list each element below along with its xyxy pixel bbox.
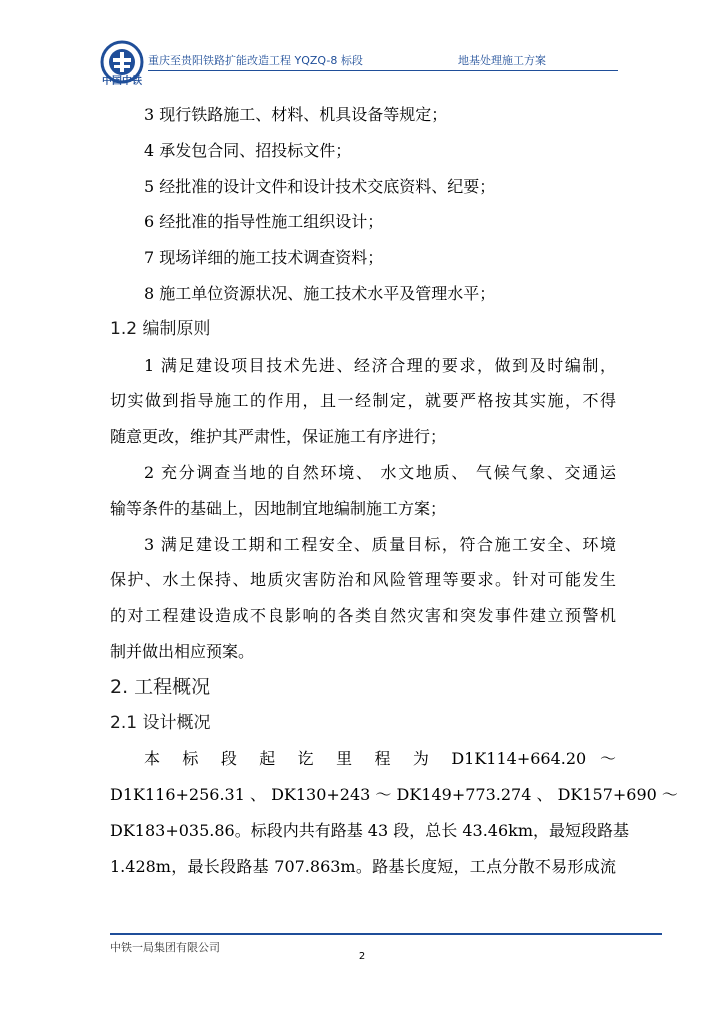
basis-item-4: 4 承发包合同、招投标文件； bbox=[144, 140, 352, 160]
page-number: 2 bbox=[358, 951, 366, 962]
footer-divider bbox=[110, 933, 662, 935]
principle-3-line-4: 制并做出相应预案。 bbox=[110, 641, 255, 661]
design-overview-line-2: D1K116+256.31 、 DK130+243 ～ DK149+773.274 、 DK157+690 ～ bbox=[110, 785, 678, 805]
principle-1-line-2: 切实做到指导施工的作用，且一经制定，就要严格按其实施，不得 bbox=[110, 391, 616, 411]
page-header bbox=[0, 0, 724, 87]
basis-item-5: 5 经批准的设计文件和设计技术交底资料、纪要； bbox=[144, 176, 496, 196]
header-document-title: 地基处理施工方案 bbox=[458, 54, 546, 67]
principle-1-line-1: 1 满足建设项目技术先进、经济合理的要求，做到及时编制， bbox=[144, 355, 616, 375]
principle-2-line-2: 输等条件的基础上，因地制宜地编制施工方案； bbox=[110, 498, 447, 518]
design-overview-line-3: DK183+035.86。标段内共有路基 43 段，总长 43.46km，最短段路基 bbox=[110, 820, 630, 840]
principle-3-line-1: 3 满足建设工期和工程安全、质量目标，符合施工安全、环境 bbox=[144, 534, 616, 554]
footer-company: 中铁一局集团有限公司 bbox=[110, 941, 220, 954]
principle-3-line-3: 的对工程建设造成不良影响的各类自然灾害和突发事件建立预警机 bbox=[110, 606, 616, 626]
basis-item-8: 8 施工单位资源状况、施工技术水平及管理水平； bbox=[144, 283, 496, 303]
basis-item-6: 6 经批准的指导性施工组织设计； bbox=[144, 212, 384, 232]
basis-item-3: 3 现行铁路施工、材料、机具设备等规定； bbox=[144, 105, 448, 124]
section-heading-2-1: 2.1 设计概况 bbox=[110, 712, 211, 733]
basis-item-7: 7 现场详细的施工技术调查资料； bbox=[144, 248, 384, 268]
header-divider bbox=[148, 70, 618, 71]
section-heading-2: 2. 工程概况 bbox=[110, 675, 211, 698]
principle-1-line-3: 随意更改，维护其严肃性，保证施工有序进行； bbox=[110, 427, 447, 447]
design-overview-line-1: 本 标 段 起 讫 里 程 为 D1K114+664.20 ～ bbox=[144, 749, 616, 769]
header-project-title: 重庆至贵阳铁路扩能改造工程 YQZQ-8 标段 bbox=[148, 54, 363, 67]
principle-2-line-1: 2 充分调查当地的自然环境、 水文地质、 气候气象、交通运 bbox=[144, 462, 616, 482]
design-overview-line-4: 1.428m，最长段路基 707.863m。路基长度短，工点分散不易形成流 bbox=[110, 856, 616, 876]
document-body bbox=[110, 97, 678, 885]
principle-3-line-2: 保护、水土保持、地质灾害防治和风险管理等要求。针对可能发生 bbox=[110, 570, 616, 590]
section-heading-1-2: 1.2 编制原则 bbox=[110, 318, 211, 339]
logo-text: 中国中铁 bbox=[102, 76, 142, 87]
